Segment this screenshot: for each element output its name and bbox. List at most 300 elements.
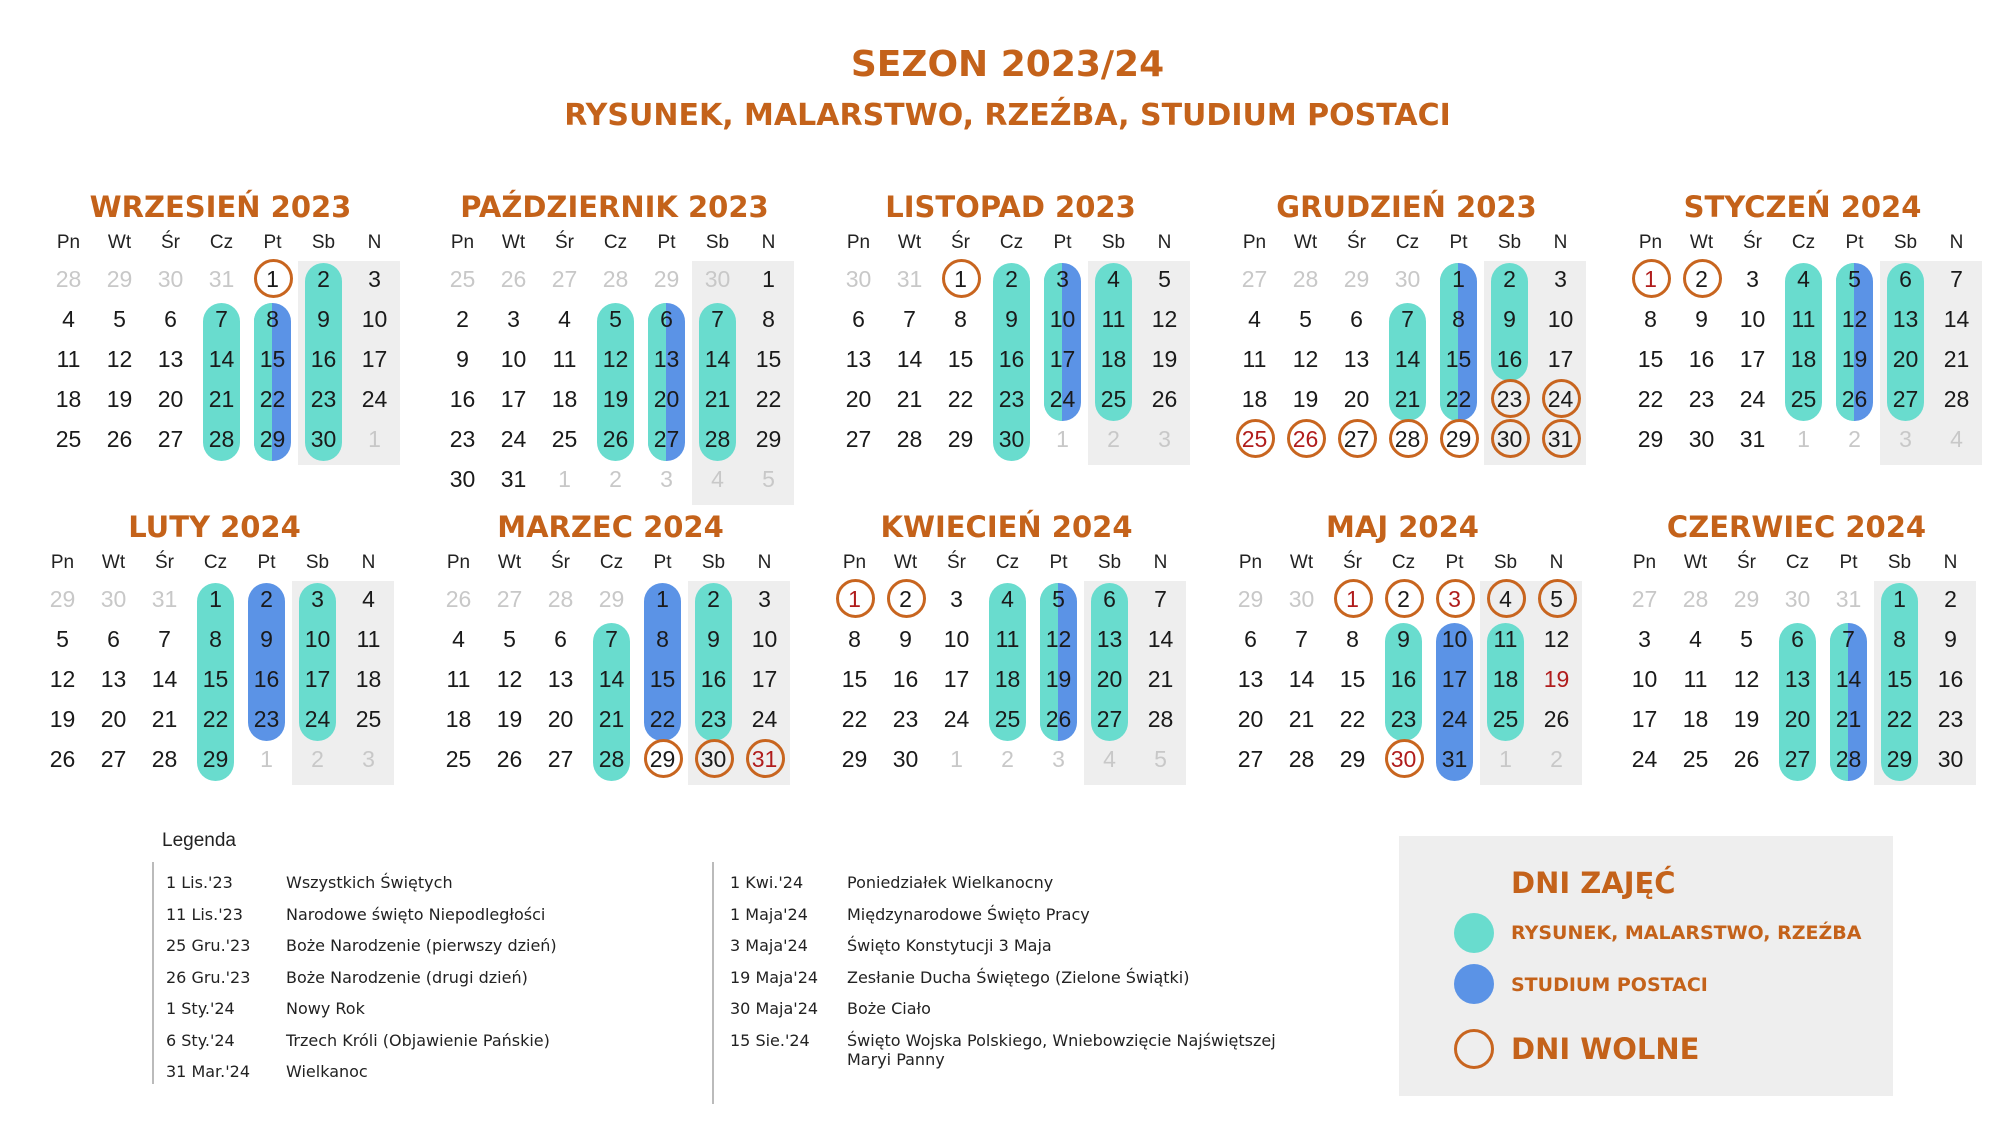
calendar-day: 21 [151,706,178,732]
calendar-day: 29 [755,426,782,452]
legend-holiday-name: Narodowe święto Niepodległości [286,904,546,924]
legend-holiday-name: Święto Wojska Polskiego, Wniebowzięcie Najświętszej Maryi Panny [847,1030,1276,1069]
weekday-label: Cz [603,232,628,253]
weekday-label: Sb [1887,552,1912,573]
calendar-day: 10 [943,626,970,652]
legend-date: 6 Sty.'24 [166,1030,235,1050]
calendar-day: 9 [456,346,469,372]
adjacent-month-day: 30 [100,586,127,612]
calendar-day: 9 [707,626,720,652]
calendar-day: 9 [317,306,330,332]
calendar-day: 20 [157,386,184,412]
legend-date: 15 Sie.'24 [730,1030,810,1050]
calendar-day: 7 [215,306,228,332]
weekday-label: Pt [1049,552,1068,573]
calendar-day: 5 [113,306,126,332]
calendar-day: 2 [260,586,273,612]
calendar-day: 29 [1339,746,1366,772]
month-name: STYCZEŃ 2024 [1683,190,1922,224]
calendar-day: 22 [947,386,974,412]
weekday-label: N [757,552,772,573]
calendar-day: 15 [947,346,974,372]
calendar-day: 21 [1147,666,1174,692]
calendar-day: 18 [445,706,472,732]
weekday-label: Cz [1785,552,1810,573]
calendar-day: 30 [998,426,1025,452]
weekday-label: Pt [1053,232,1072,253]
adjacent-month-day: 31 [1835,586,1862,612]
calendar-day: 27 [653,426,680,452]
calendar-day: 3 [950,586,963,612]
calendar-day: 20 [100,706,127,732]
calendar-day: 23 [700,706,727,732]
adjacent-month-day: 29 [653,266,680,292]
calendar-day: 3 [507,306,520,332]
legend-holiday-name: Boże Ciało [847,999,931,1018]
calendar-day: 5 [1158,266,1171,292]
calendar-day: 8 [1893,626,1906,652]
calendar-day: 9 [899,626,912,652]
calendar-day: 4 [62,306,75,332]
month-name: PAŹDZIERNIK 2023 [460,190,769,224]
calendar-day: 12 [1543,626,1570,652]
calendar-day: 26 [1841,386,1868,412]
calendar-day: 6 [1244,626,1257,652]
adjacent-month-day: 4 [1103,746,1116,772]
adjacent-month-day: 29 [106,266,133,292]
calendar-day: 17 [943,666,970,692]
weekday-label: Pn [50,552,75,573]
calendar-day: 17 [1547,346,1574,372]
key-title: DNI ZAJĘĆ [1511,866,1676,900]
adjacent-month-day: 26 [500,266,527,292]
calendar-day: 12 [1045,626,1072,652]
weekday-label: N [361,552,376,573]
calendar-day: 7 [711,306,724,332]
adjacent-month-day: 3 [1158,426,1171,452]
calendar-day: 28 [1382,419,1433,459]
calendar-day: 20 [1784,706,1811,732]
calendar-day: 25 [1790,386,1817,412]
adjacent-month-day: 29 [49,586,76,612]
month-name: MARZEC 2024 [497,510,724,544]
calendar-day: 24 [1535,379,1586,419]
calendar-day: 29 [1637,426,1664,452]
adjacent-month-day: 1 [1499,746,1512,772]
calendar-day: 28 [598,746,625,772]
calendar-day: 8 [848,626,861,652]
calendar-day: 12 [1292,346,1319,372]
calendar-day: 11 [1242,346,1267,372]
calendar-day: 7 [1401,306,1414,332]
weekday-label: Śr [155,552,174,573]
calendar-day: 2 [456,306,469,332]
calendar-day: 14 [1147,626,1174,652]
ring-icon [1454,1029,1494,1069]
weekday-label: Pn [846,232,871,253]
calendar-day: 2 [1944,586,1957,612]
calendar-day: 5 [1052,586,1065,612]
legend-date: 1 Lis.'23 [166,873,233,892]
calendar-day: 1 [1327,579,1378,619]
calendar-day: 30 [688,739,739,779]
legend-holiday-name: Wielkanoc [286,1062,368,1081]
calendar-day: 12 [496,666,523,692]
calendar-day: 22 [649,706,676,732]
weekday-label: Cz [995,552,1020,573]
calendar-day: 19 [49,706,76,732]
weekday-label: N [761,232,776,253]
month-9 [1619,510,1974,820]
calendar-day: 27 [1331,419,1382,459]
weekday-label: Sb [1101,232,1126,253]
calendar-day: 2 [1676,259,1727,299]
calendar-day: 4 [558,306,571,332]
calendar-day: 11 [446,666,471,692]
calendar-day: 18 [1790,346,1817,372]
season-title: SEZON 2023/24 [850,44,1165,85]
calendar-day: 10 [1547,306,1574,332]
calendar-day: 11 [1101,306,1126,332]
calendar-day: 7 [1950,266,1963,292]
month-name: CZERWIEC 2024 [1666,510,1927,544]
calendar-day: 28 [1147,706,1174,732]
calendar-day: 12 [49,666,76,692]
calendar-day: 13 [1784,666,1811,692]
calendar-day: 26 [602,426,629,452]
calendar-day: 22 [1886,706,1913,732]
calendar-day: 16 [892,666,919,692]
calendar-day: 23 [1484,379,1535,419]
calendar-day: 16 [310,346,337,372]
calendar-day: 18 [994,666,1021,692]
calendar-day: 4 [1001,586,1014,612]
calendar-day: 27 [845,426,872,452]
legend-date: 1 Maja'24 [730,904,808,924]
calendar-day: 10 [500,346,527,372]
calendar-day: 4 [1797,266,1810,292]
calendar-day: 21 [208,386,235,412]
calendar-day: 8 [209,626,222,652]
calendar-day: 29 [1886,746,1913,772]
calendar-day: 6 [1350,306,1363,332]
calendar-day: 2 [317,266,330,292]
calendar-day: 25 [1100,386,1127,412]
calendar-day: 26 [496,746,523,772]
weekday-label: Cz [1791,232,1816,253]
calendar-day: 5 [609,306,622,332]
calendar-day: 30 [1937,746,1964,772]
weekday-label: Sb [701,552,726,573]
calendar-day: 19 [1543,666,1570,692]
calendar-day: 29 [947,426,974,452]
calendar-day: 8 [1346,626,1359,652]
calendar-day: 18 [355,666,382,692]
calendar-day: 16 [1937,666,1964,692]
calendar-day: 13 [1343,346,1370,372]
adjacent-month-day: 27 [551,266,578,292]
calendar-day: 14 [151,666,178,692]
adjacent-month-day: 1 [950,746,963,772]
month-6 [433,510,788,820]
calendar-day: 19 [1841,346,1868,372]
calendar-day: 8 [266,306,279,332]
calendar-day: 19 [1151,346,1178,372]
adjacent-month-day: 3 [1899,426,1912,452]
weekday-label: Śr [161,232,180,253]
adjacent-month-day: 29 [1237,586,1264,612]
weekday-label: Pt [657,232,676,253]
calendar-day: 15 [1445,346,1472,372]
calendar-day: 11 [56,346,81,372]
month-0 [43,190,398,500]
calendar-day: 3 [368,266,381,292]
calendar-day: 16 [253,666,280,692]
calendar-day: 1 [1893,586,1906,612]
calendar-day: 3 [758,586,771,612]
calendar-day: 28 [1288,746,1315,772]
adjacent-month-day: 29 [1343,266,1370,292]
calendar-day: 26 [1543,706,1570,732]
calendar-day: 9 [260,626,273,652]
adjacent-month-day: 28 [547,586,574,612]
calendar-day: 21 [704,386,731,412]
calendar-day: 14 [598,666,625,692]
calendar-day: 28 [1835,746,1862,772]
legend-holiday-name: Boże Narodzenie (pierwszy dzień) [286,936,557,955]
legend-holiday-name: Święto Konstytucji 3 Maja [847,936,1052,955]
adjacent-month-day: 3 [362,746,375,772]
adjacent-month-day: 31 [151,586,178,612]
calendar-day: 12 [602,346,629,372]
calendar-day: 18 [1241,386,1268,412]
calendar-day: 5 [503,626,516,652]
calendar-day: 4 [1248,306,1261,332]
calendar-day: 8 [762,306,775,332]
calendar-day: 18 [55,386,82,412]
calendar-day: 20 [1343,386,1370,412]
calendar-day: 5 [1299,306,1312,332]
weekday-label: Sb [1097,552,1122,573]
calendar-day: 18 [1100,346,1127,372]
calendar-day: 7 [1295,626,1308,652]
calendar-day: 14 [1394,346,1421,372]
weekday-label: N [1157,232,1172,253]
adjacent-month-day: 28 [55,266,82,292]
calendar-day: 7 [1842,626,1855,652]
calendar-day: 21 [896,386,923,412]
calendar-day: 22 [841,706,868,732]
calendar-day: 18 [1492,666,1519,692]
calendar-day: 20 [1892,346,1919,372]
weekday-label: Śr [555,232,574,253]
weekday-label: Śr [947,552,966,573]
weekday-label: Pt [1449,232,1468,253]
legend-holiday-name: Wszystkich Świętych [286,873,453,892]
calendar-day: 21 [1394,386,1421,412]
adjacent-month-day: 2 [1550,746,1563,772]
calendar-day: 23 [1688,386,1715,412]
weekday-label: Pn [450,232,475,253]
month-2 [833,190,1188,500]
calendar-day: 3 [311,586,324,612]
weekday-label: Pn [842,552,867,573]
calendar-day: 3 [1056,266,1069,292]
calendar-day: 28 [704,426,731,452]
adjacent-month-day: 25 [449,266,476,292]
adjacent-month-day: 26 [445,586,472,612]
teal-dot-icon [1454,913,1494,953]
weekday-label: Śr [1347,232,1366,253]
calendar-day: 17 [751,666,778,692]
legend-date: 26 Gru.'23 [166,967,251,987]
weekday-label: Wt [497,552,522,573]
calendar-day: 20 [547,706,574,732]
calendar-day: 17 [1441,666,1468,692]
weekday-label: Cz [203,552,228,573]
calendar-day: 9 [1695,306,1708,332]
legend-date: 25 Gru.'23 [166,936,251,955]
adjacent-month-day: 5 [1154,746,1167,772]
calendar-day: 11 [1493,626,1518,652]
month-4 [1625,190,1980,500]
adjacent-month-day: 27 [496,586,523,612]
calendar-day: 22 [202,706,229,732]
calendar-day: 1 [656,586,669,612]
calendar-day: 4 [1107,266,1120,292]
calendar-day: 4 [452,626,465,652]
calendar-day: 27 [157,426,184,452]
calendar-day: 31 [739,739,790,779]
calendar-day: 17 [1049,346,1076,372]
calendar-day: 22 [259,386,286,412]
calendar-day: 11 [995,626,1020,652]
calendar-day: 11 [552,346,577,372]
calendar-day: 28 [896,426,923,452]
legend-holiday-name: Nowy Rok [286,999,365,1018]
calendar-day: 8 [656,626,669,652]
calendar-day: 3 [1554,266,1567,292]
calendar-day: 1 [209,586,222,612]
adjacent-month-day: 2 [311,746,324,772]
weekday-label: Cz [209,232,234,253]
adjacent-month-day: 29 [598,586,625,612]
calendar-day: 13 [845,346,872,372]
calendar-day: 25 [1229,419,1280,459]
calendar-day: 16 [700,666,727,692]
calendar-day: 14 [208,346,235,372]
calendar-day: 13 [100,666,127,692]
calendar-day: 27 [1096,706,1123,732]
weekday-label: Pn [1632,552,1657,573]
calendar-day: 13 [1237,666,1264,692]
weekday-label: Cz [999,232,1024,253]
calendar-day: 14 [1288,666,1315,692]
calendar-day: 17 [1631,706,1658,732]
weekday-label: Wt [1689,232,1714,253]
weekday-label: Pn [446,552,471,573]
adjacent-month-day: 2 [1848,426,1861,452]
weekday-label: Pt [1445,552,1464,573]
calendar-day: 8 [1644,306,1657,332]
calendar-day: 24 [304,706,331,732]
calendar-day: 1 [247,259,298,299]
blue-dot-icon [1454,964,1494,1004]
calendar-day: 25 [551,426,578,452]
month-name: MAJ 2024 [1326,510,1479,544]
key-item-holidays: DNI WOLNE [1511,1032,1700,1066]
calendar-day: 15 [1886,666,1913,692]
calendar-day: 13 [1892,306,1919,332]
calendar-day: 23 [449,426,476,452]
calendar-day: 23 [310,386,337,412]
calendar-day: 11 [356,626,381,652]
calendar-day: 27 [547,746,574,772]
calendar-day: 10 [304,626,331,652]
adjacent-month-day: 30 [157,266,184,292]
calendar-day: 23 [998,386,1025,412]
weekday-label: Sb [1493,552,1518,573]
legend-holiday-name: Zesłanie Ducha Świętego (Zielone Świątki) [847,967,1190,987]
legend-date: 31 Mar.'24 [166,1062,251,1081]
calendar-day: 6 [1103,586,1116,612]
calendar-day: 21 [1288,706,1315,732]
calendar-day: 15 [755,346,782,372]
calendar-day: 4 [1689,626,1702,652]
calendar-day: 24 [1631,746,1658,772]
adjacent-month-day: 1 [260,746,273,772]
calendar-day: 1 [1625,259,1676,299]
calendar-day: 5 [56,626,69,652]
calendar-day: 8 [954,306,967,332]
calendar-day: 29 [259,426,286,452]
adjacent-month-day: 3 [1052,746,1065,772]
calendar-day: 20 [653,386,680,412]
calendar-day: 1 [829,579,880,619]
weekday-label: N [367,232,382,253]
weekday-label: Wt [107,232,132,253]
calendar-day: 30 [892,746,919,772]
legend-holiday-name: Poniedziałek Wielkanocny [847,873,1054,892]
calendar-day: 16 [998,346,1025,372]
calendar-day: 27 [100,746,127,772]
calendar-day: 29 [841,746,868,772]
calendar-day: 10 [1631,666,1658,692]
calendar-day: 9 [1944,626,1957,652]
calendar-day: 24 [1441,706,1468,732]
calendar-day: 30 [1484,419,1535,459]
calendar-day: 30 [1688,426,1715,452]
calendar-day: 6 [107,626,120,652]
calendar-day: 20 [1096,666,1123,692]
calendar-day: 29 [202,746,229,772]
month-name: GRUDZIEŃ 2023 [1276,190,1537,224]
calendar-day: 12 [106,346,133,372]
legend-divider-right [712,862,714,1104]
weekday-label: Śr [1343,552,1362,573]
calendar-day: 19 [1045,666,1072,692]
calendar-day: 1 [762,266,775,292]
calendar-day: 19 [1733,706,1760,732]
adjacent-month-day: 1 [1797,426,1810,452]
calendar-day: 4 [1480,579,1531,619]
calendar-day: 10 [1739,306,1766,332]
calendar-day: 27 [1237,746,1264,772]
legend-date: 1 Sty.'24 [166,999,235,1018]
calendar-day: 9 [1503,306,1516,332]
weekday-label: Cz [599,552,624,573]
adjacent-month-day: 31 [208,266,235,292]
